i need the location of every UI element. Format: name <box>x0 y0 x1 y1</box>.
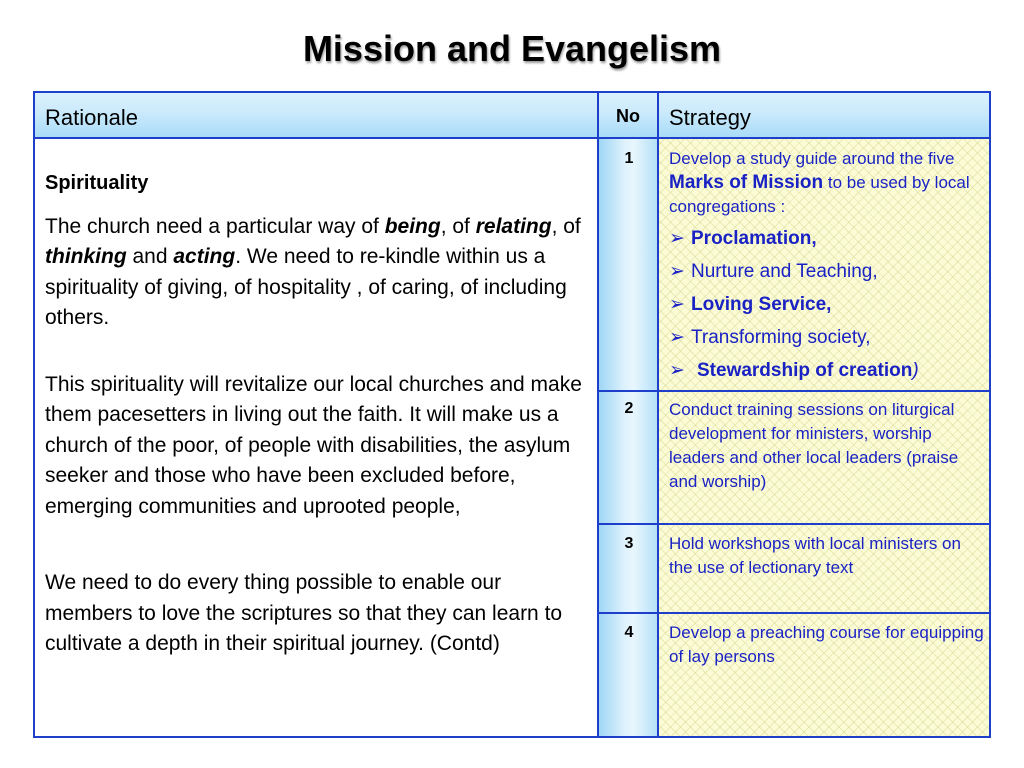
strategy-1-intro <box>669 147 989 219</box>
strategy-table <box>33 91 991 738</box>
arrow-bullet-icon: ➢ <box>669 294 685 315</box>
rationale-paragraph-2: This spirituality will revitalize our local churches and make them pacesetters in living out the faith. It will make us a church of the poor, of people with disabilities, the asylum seeker and those who have been excluded before, emerging communities and uprooted people, <box>45 372 582 518</box>
bullet-text: Loving Service, <box>691 294 832 315</box>
marks-of-mission: Marks of Mission <box>669 172 824 193</box>
p1-thinking: thinking <box>45 245 127 268</box>
rationale-heading: Spirituality <box>45 172 149 194</box>
arrow-bullet-icon: ➢ <box>669 327 685 348</box>
p1-text-2: , of <box>440 214 476 238</box>
header-no: No <box>599 93 659 139</box>
arrow-bullet-icon: ➢ <box>669 228 685 249</box>
header-strategy: Strategy <box>659 93 989 139</box>
arrow-bullet-icon: ➢ <box>669 360 685 381</box>
bullet-nurture <box>669 255 989 288</box>
p1-acting: acting <box>173 245 236 268</box>
p1-text-4: and <box>126 245 174 268</box>
strategy-row-4: Develop a preaching course for equipping of lay persons <box>669 623 984 666</box>
number-column <box>599 139 659 736</box>
header-rationale: Rationale <box>35 93 599 139</box>
bullet-transforming <box>669 321 989 354</box>
strategy-row-1 <box>669 147 989 387</box>
bullet-text: Stewardship of creation <box>697 360 913 381</box>
bullet-loving-service <box>669 288 989 321</box>
row-divider-1 <box>599 390 989 392</box>
closing-paren: ) <box>912 360 919 381</box>
rationale-cell <box>35 139 599 736</box>
p1-text-3: , of <box>551 214 581 238</box>
p1-text-1: The church need a particular way of <box>45 214 385 238</box>
strategy-row-2: Conduct training sessions on liturgical development for ministers, worship leaders and other local leaders (praise and worship) <box>669 400 959 491</box>
row-number-1: 1 <box>624 150 634 167</box>
slide-title: Mission and Evangelism <box>302 28 722 69</box>
bullet-proclamation <box>669 222 989 255</box>
p1-being: being <box>384 214 441 238</box>
row-number-3: 3 <box>624 535 634 552</box>
bullet-stewardship <box>669 354 989 387</box>
row-number-2: 2 <box>624 400 634 417</box>
row-divider-3 <box>599 612 989 614</box>
p1-relating: relating <box>475 214 552 238</box>
strategy-1-intro-tail: to be used by local congregations : <box>669 173 970 216</box>
strategy-row-3: Hold workshops with local ministers on the use of lectionary text <box>669 534 961 577</box>
row-number-4: 4 <box>624 624 634 641</box>
arrow-bullet-icon: ➢ <box>669 261 685 282</box>
bullet-text: Transforming society, <box>691 327 871 348</box>
strategy-1-intro-text: Develop a study guide around the five <box>669 149 955 168</box>
bullet-text: Proclamation, <box>691 228 817 249</box>
rationale-paragraph-3: We need to do every thing possible to enable our members to love the scriptures so that they can learn to cultivate a depth in their spiritual journey. (Contd) <box>45 571 563 655</box>
rationale-paragraph-1 <box>45 212 587 334</box>
row-divider-2 <box>599 523 989 525</box>
p1-text-5: . We need to re-kindle within us a spirituality of giving, of hospitality , of caring, of including others. <box>45 245 567 329</box>
bullet-text: Nurture and Teaching, <box>691 261 878 282</box>
